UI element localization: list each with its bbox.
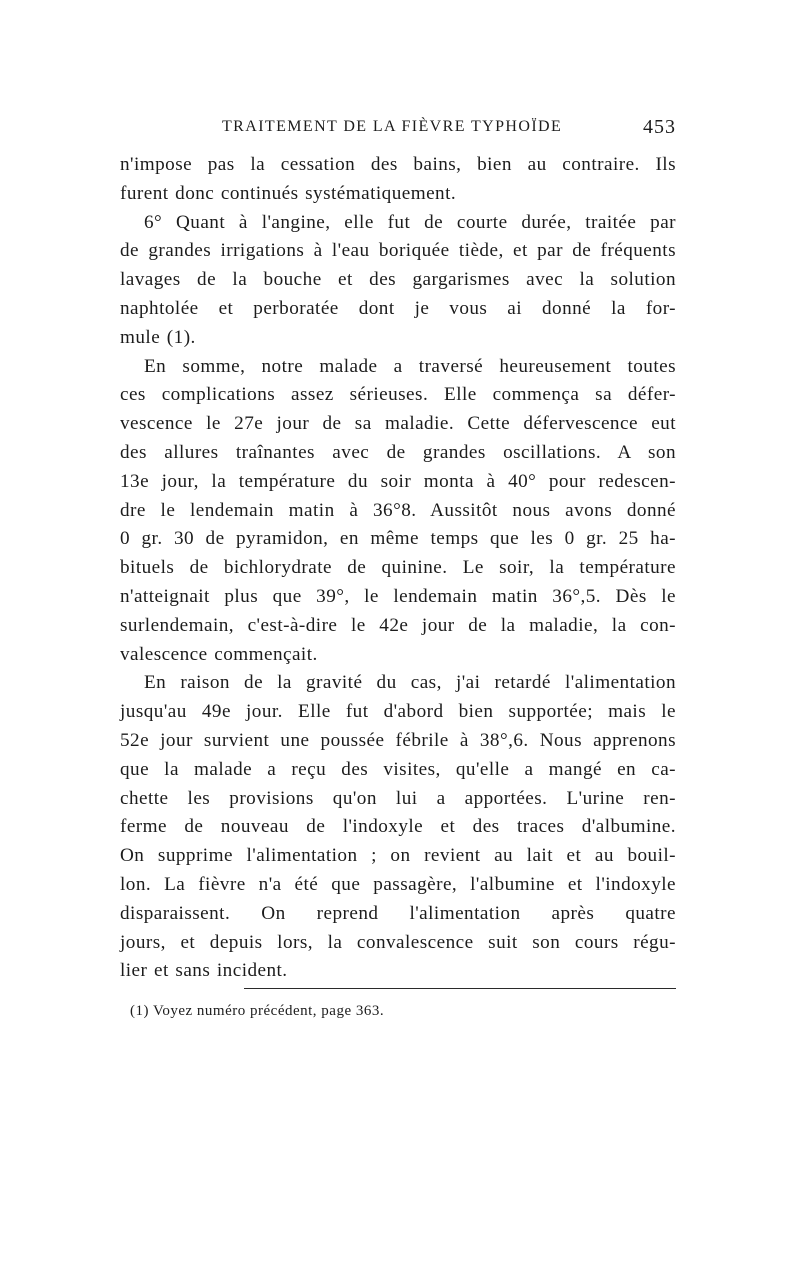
text-line: lavages de la bouche et des gargarismes avec la solution xyxy=(120,269,676,291)
text-line: de grandes irrigations à l'eau boriquée tiède, et par de fréquents xyxy=(120,240,676,262)
page-number: 453 xyxy=(643,116,676,138)
running-title: TRAITEMENT DE LA FIÈVRE TYPHOÏDE xyxy=(222,118,563,135)
text-line: 6° Quant à l'angine, elle fut de courte durée, traitée par xyxy=(144,211,676,233)
text-line: furent donc continués systématiquement. xyxy=(120,182,457,204)
text-line: valescence commençait. xyxy=(120,643,318,665)
text-line: 0 gr. 30 de pyramidon, en même temps que les 0 gr. 25 ha- xyxy=(120,528,676,550)
text-line: En raison de la gravité du cas, j'ai retardé l'alimentation xyxy=(144,672,676,694)
text-line: jusqu'au 49e jour. Elle fut d'abord bien supportée; mais le xyxy=(120,701,676,723)
text-line: lon. La fièvre n'a été que passagère, l'albumine et l'indoxyle xyxy=(120,873,676,895)
text-line: bituels de bichlorydrate de quinine. Le soir, la température xyxy=(120,557,676,579)
text-line: On supprime l'alimentation ; on revient au lait et au bouil- xyxy=(120,845,676,867)
body-text xyxy=(120,151,676,986)
text-line: des allures traînantes avec de grandes oscillations. A son xyxy=(120,441,676,463)
text-line: ferme de nouveau de l'indoxyle et des traces d'albumine. xyxy=(120,816,676,838)
text-line: naphtolée et perboratée dont je vous ai donné la for- xyxy=(120,297,676,319)
text-line: chette les provisions qu'on lui a apportées. L'urine ren- xyxy=(120,787,676,809)
text-line: n'impose pas la cessation des bains, bien au contraire. Ils xyxy=(120,154,676,175)
text-line: 52e jour survient une poussée fébrile à 38°,6. Nous apprenons xyxy=(120,729,676,751)
running-head xyxy=(120,116,676,140)
text-line: jours, et depuis lors, la convalescence suit son cours régu- xyxy=(120,931,676,953)
text-line: ces complications assez sérieuses. Elle commença sa défer- xyxy=(120,384,676,406)
footnote: (1) Voyez numéro précédent, page 363. xyxy=(130,1003,385,1019)
text-line: dre le lendemain matin à 36°8. Aussitôt nous avons donné xyxy=(120,499,676,521)
text-line: surlendemain, c'est-à-dire le 42e jour de la maladie, la con- xyxy=(120,614,676,636)
text-line: lier et sans incident. xyxy=(120,960,288,982)
text-line: 13e jour, la température du soir monta à 40° pour redescen- xyxy=(120,470,676,492)
text-line: disparaissent. On reprend l'alimentation après quatre xyxy=(120,902,676,924)
text-line: En somme, notre malade a traversé heureusement toutes xyxy=(144,355,676,377)
text-line: n'atteignait plus que 39°, le lendemain matin 36°,5. Dès le xyxy=(120,585,676,607)
text-line: vescence le 27e jour de sa maladie. Cette défervescence eut xyxy=(120,413,676,435)
footnote-divider xyxy=(244,988,676,989)
text-line: que la malade a reçu des visites, qu'elle a mangé en ca- xyxy=(120,758,676,780)
text-line: mule (1). xyxy=(120,326,196,348)
